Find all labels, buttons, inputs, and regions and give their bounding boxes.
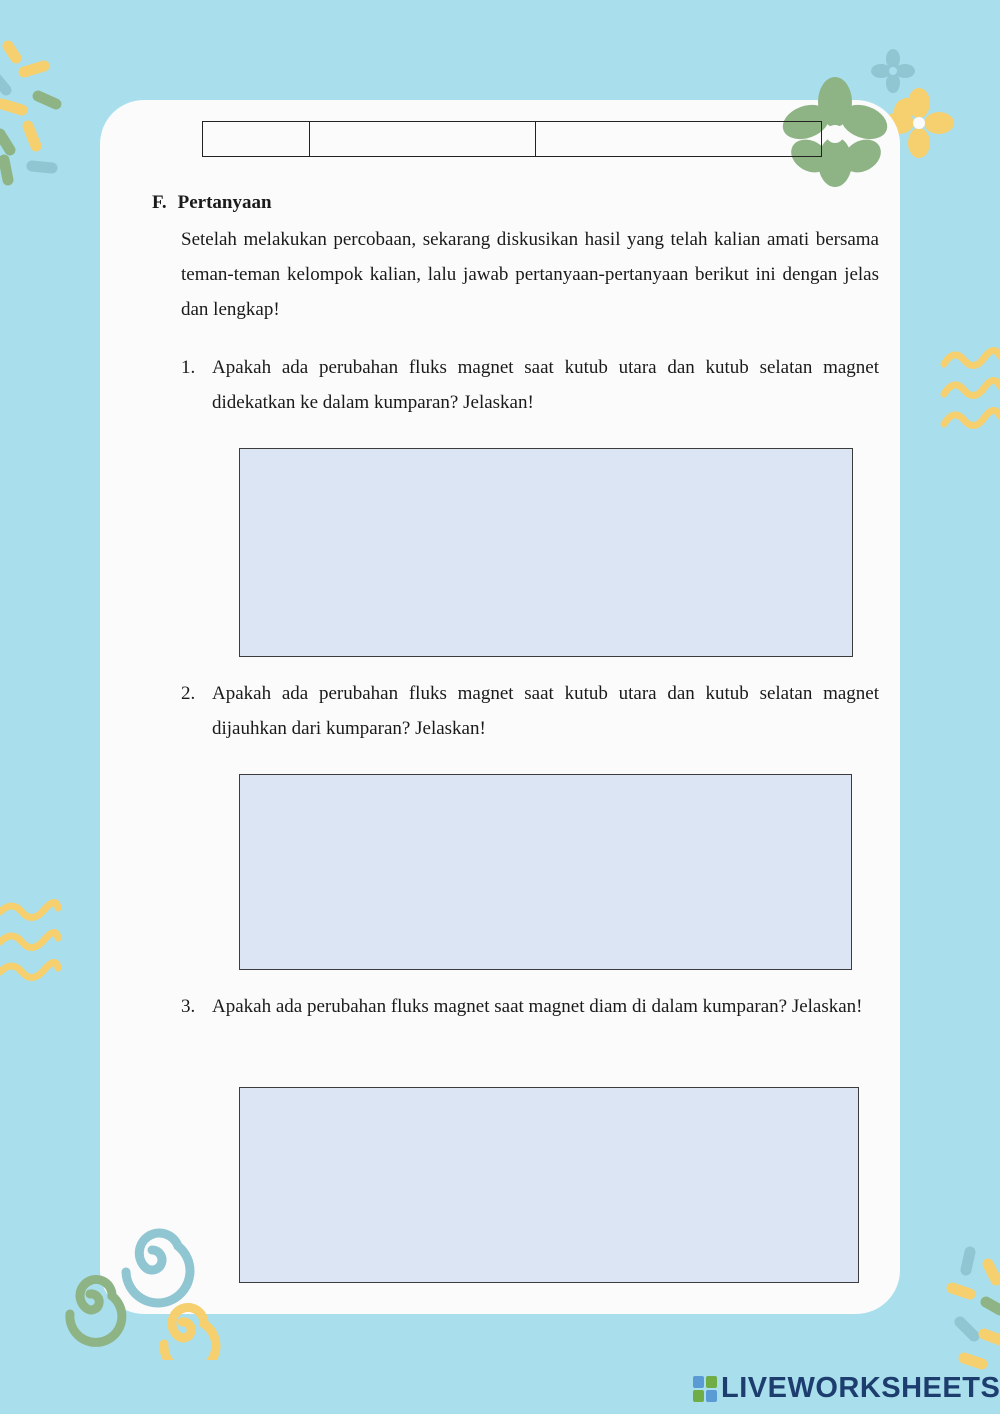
observation-table: [202, 121, 822, 157]
wave-icon: [0, 896, 62, 996]
question-number: 1.: [181, 357, 196, 378]
question-1: [181, 350, 879, 420]
answer-box-1[interactable]: [239, 448, 853, 657]
section-title: Pertanyaan: [177, 192, 272, 213]
question-3: [181, 989, 879, 1024]
answer-box-3[interactable]: [239, 1087, 859, 1283]
section-letter: F.: [152, 192, 167, 213]
liveworksheets-logo-icon: [693, 1376, 717, 1402]
wave-icon: [938, 342, 1000, 442]
logo-text: LIVEWORKSHEETS: [721, 1372, 1000, 1404]
spiral-icon: [60, 1210, 230, 1360]
question-text: Apakah ada perubahan fluks magnet saat kutub utara dan kutub selatan magnet dijauhkan dari kumparan? Jelaskan!: [212, 683, 879, 739]
table-cell: [536, 122, 822, 157]
dash-cluster-icon: [0, 30, 70, 190]
section-heading: [152, 192, 272, 214]
question-number: 2.: [181, 683, 196, 704]
table-cell: [203, 122, 310, 157]
table-row: [203, 122, 822, 157]
question-number: 3.: [181, 996, 196, 1017]
section-intro: Setelah melakukan percobaan, sekarang diskusikan hasil yang telah kalian amati bersama teman-teman kelompok kalian, lalu jawab pertanyaan-pertanyaan berikut ini dengan jelas dan lengkap!: [181, 229, 879, 320]
question-2: [181, 676, 879, 746]
dash-cluster-icon: [930, 1240, 1000, 1390]
table-cell: [310, 122, 536, 157]
question-text: Apakah ada perubahan fluks magnet saat kutub utara dan kutub selatan magnet didekatkan ke dalam kumparan? Jelaskan!: [212, 357, 879, 413]
answer-box-2[interactable]: [239, 774, 852, 970]
liveworksheets-logo[interactable]: [693, 1372, 1000, 1405]
question-text: Apakah ada perubahan fluks magnet saat magnet diam di dalam kumparan? Jelaskan!: [212, 996, 863, 1017]
